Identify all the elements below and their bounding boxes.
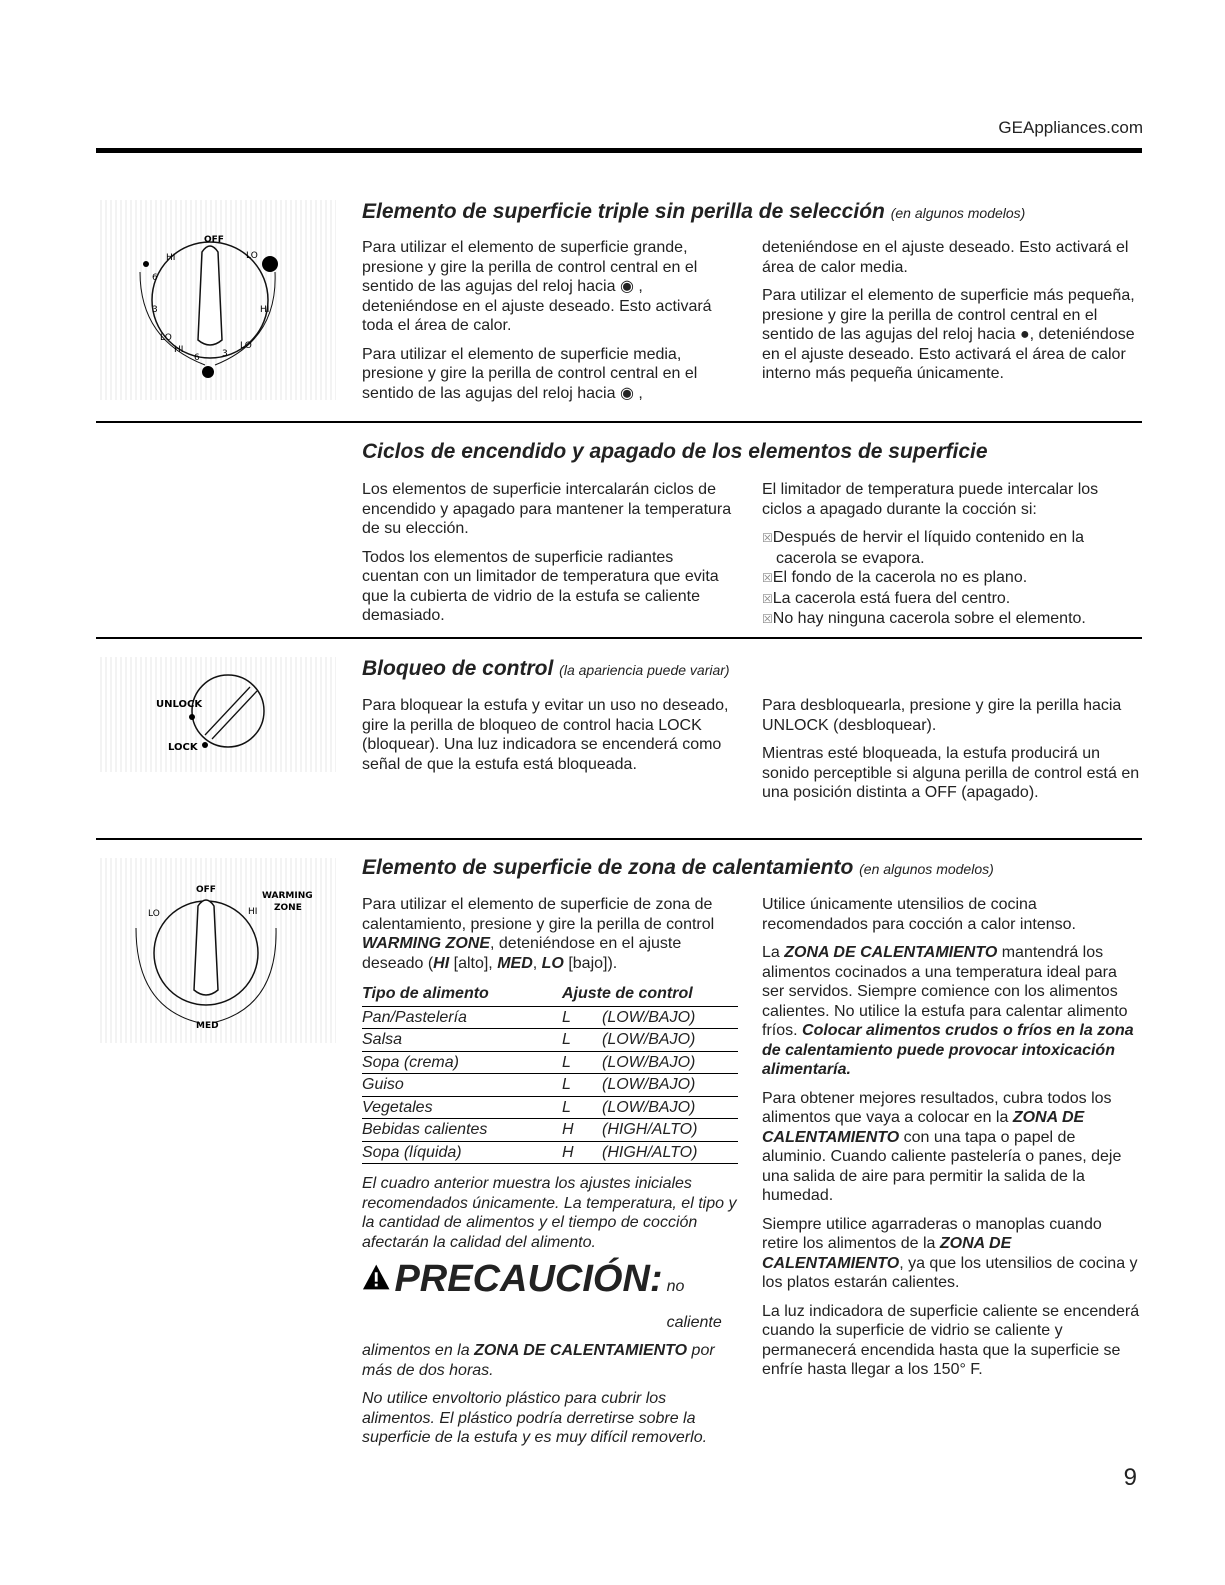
lock-right-column bbox=[762, 696, 1142, 812]
setting-label-cell: (LOW/BAJO) bbox=[602, 1051, 738, 1074]
triple-knob-icon bbox=[100, 200, 336, 400]
lock-left-column bbox=[362, 696, 734, 783]
warming-right-column bbox=[762, 895, 1142, 1389]
knob-med-label: MED bbox=[196, 1021, 219, 1031]
knob-label: LO bbox=[240, 341, 252, 351]
caution-body: alimentos en la ZONA DE CALENTAMIENTO por más de dos horas. bbox=[362, 1342, 715, 1379]
knob-lo-label: LO bbox=[148, 909, 160, 919]
site-url: GEAppliances.com bbox=[998, 118, 1143, 137]
list-item: ☒ La cacerola está fuera del centro. bbox=[762, 589, 1142, 610]
food-type-cell: Bebidas calientes bbox=[362, 1119, 562, 1142]
setting-label-cell: (LOW/BAJO) bbox=[602, 1006, 738, 1029]
setting-label-cell: (LOW/BAJO) bbox=[602, 1029, 738, 1052]
section-title-lock bbox=[362, 657, 730, 681]
food-type-cell: Salsa bbox=[362, 1029, 562, 1052]
food-table-body bbox=[362, 1006, 738, 1164]
title-text: Bloqueo de control bbox=[362, 657, 554, 680]
title-text: Elemento de superficie de zona de calentamiento bbox=[362, 856, 854, 879]
paragraph: Para utilizar el elemento de superficie más pequeña, presione y gire la perilla de control central en el sentido de las agujas del reloj hacia ●, deteniéndose en el ajuste deseado. Esto activará el área de calor interno más pequeña únicamente. bbox=[762, 287, 1135, 382]
warming-knob-illustration bbox=[100, 858, 336, 1043]
section-divider bbox=[96, 421, 1142, 423]
section-divider bbox=[96, 838, 1142, 840]
list-item: ☒ El fondo de la cacerola no es plano. bbox=[762, 568, 1142, 589]
table-row bbox=[362, 1029, 738, 1052]
section-title-triple bbox=[362, 200, 1025, 224]
table-row bbox=[362, 1006, 738, 1029]
food-type-cell: Sopa (crema) bbox=[362, 1051, 562, 1074]
paragraph: Para bloquear la estufa y evitar un uso no deseado, gire la perilla de bloqueo de control hacia LOCK (bloquear). Una luz indicadora se encenderá como señal de que la estufa está bloqueada. bbox=[362, 697, 729, 773]
cycles-right-column bbox=[762, 480, 1142, 630]
title-note: (en algunos modelos) bbox=[859, 861, 994, 877]
paragraph: Para obtener mejores resultados, cubra todos los alimentos que vaya a colocar en la ZONA DE CALENTAMIENTO con una tapa o papel de aluminio. Cuando caliente pastelería o panes, deje una salida de aire para permitir la salida de la humedad. bbox=[762, 1089, 1122, 1204]
setting-label-cell: (LOW/BAJO) bbox=[602, 1096, 738, 1119]
paragraph: Todos los elementos de superficie radiantes cuentan con un limitador de temperatura que evita que la cubierta de vidrio de la estufa se caliente demasiado. bbox=[362, 548, 719, 624]
knob-label: LO bbox=[246, 251, 258, 261]
lock-knob-icon bbox=[100, 657, 336, 772]
knob-label: 6 bbox=[194, 353, 200, 363]
knob-label: 3 bbox=[152, 305, 158, 315]
food-settings-table bbox=[362, 982, 738, 1164]
knob-warming-label: WARMING bbox=[262, 891, 313, 901]
setting-letter-cell: L bbox=[562, 1006, 602, 1029]
plastic-warning: No utilice envoltorio plástico para cubrir los alimentos. El plástico podría derretirse sobre la superficie de la estufa y es muy difícil removerlo. bbox=[362, 1390, 708, 1446]
triple-right-column bbox=[762, 238, 1142, 393]
paragraph: Los elementos de superficie intercalarán ciclos de encendido y apagado para mantener la temperatura de su elección. bbox=[362, 481, 732, 537]
list-item: ☒ No hay ninguna cacerola sobre el elemento. bbox=[762, 609, 1142, 630]
warning-triangle-icon bbox=[362, 1263, 390, 1291]
setting-label-cell: (HIGH/ALTO) bbox=[602, 1119, 738, 1142]
knob-label: 6 bbox=[152, 273, 158, 283]
header-rule bbox=[96, 148, 1142, 153]
warming-intro: Para utilizar el elemento de superficie de zona de calentamiento, presione y gire la perilla de control WARMING ZONE, deteniéndose en el ajuste deseado (HI [alto], MED, LO [bajo]). bbox=[362, 896, 715, 972]
warming-left-column bbox=[362, 895, 740, 1457]
table-header: Tipo de alimento bbox=[362, 982, 562, 1006]
paragraph: Para desbloquearla, presione y gire la perilla hacia UNLOCK (desbloquear). bbox=[762, 697, 1122, 734]
setting-label-cell: (HIGH/ALTO) bbox=[602, 1141, 738, 1164]
paragraph: La luz indicadora de superficie caliente se encenderá cuando la superficie de vidrio se caliente y permanecerá encendida hasta que la superficie se enfríe hasta llegar a los 150° F. bbox=[762, 1302, 1140, 1378]
knob-label: HI bbox=[174, 345, 184, 355]
caution-word: PRECAUCIÓN: bbox=[394, 1258, 663, 1300]
table-row bbox=[362, 1051, 738, 1074]
knob-label: HI bbox=[166, 253, 176, 263]
section-divider bbox=[96, 637, 1142, 639]
triple-knob-illustration bbox=[100, 200, 336, 400]
food-type-cell: Sopa (líquida) bbox=[362, 1141, 562, 1164]
setting-letter-cell: L bbox=[562, 1074, 602, 1097]
unlock-label: UNLOCK bbox=[156, 699, 203, 710]
table-note: El cuadro anterior muestra los ajustes iniciales recomendados únicamente. La temperatura, el tipo y la cantidad de alimentos y el tiempo de cocción afectarán la calidad del alimento. bbox=[362, 1175, 737, 1251]
paragraph: El limitador de temperatura puede intercalar los ciclos a apagado durante la cocción si: bbox=[762, 481, 1099, 518]
setting-letter-cell: H bbox=[562, 1141, 602, 1164]
food-type-cell: Pan/Pastelería bbox=[362, 1006, 562, 1029]
setting-letter-cell: L bbox=[562, 1096, 602, 1119]
caution-text: no caliente bbox=[666, 1278, 722, 1331]
knob-off-label: OFF bbox=[204, 235, 224, 245]
paragraph: Para utilizar el elemento de superficie grande, presione y gire la perilla de control central en el sentido de las agujas del reloj hacia ◉ , deteniéndose en el ajuste deseado. Esto activará toda el área de calor. bbox=[362, 239, 712, 334]
list-item: ☒ Después de hervir el líquido contenido en la cacerola se evapora. bbox=[762, 528, 1142, 568]
caution-heading bbox=[362, 1258, 740, 1341]
paragraph: La ZONA DE CALENTAMIENTO mantendrá los alimentos cocinados a una temperatura ideal para ser servidos. Siempre comience con los alimentos calientes. No utilice la estufa para calentar alimento fríos. Colocar alimentos crudos o fríos en la zona de calentamiento puede provocar intoxicación alimentaría. bbox=[762, 944, 1134, 1078]
section-title-cycles: Ciclos de encendido y apagado de los elementos de superficie bbox=[362, 440, 988, 463]
table-row bbox=[362, 1141, 738, 1164]
warming-knob-icon bbox=[100, 858, 336, 1043]
setting-letter-cell: L bbox=[562, 1029, 602, 1052]
paragraph: Mientras esté bloqueada, la estufa producirá un sonido perceptible si alguna perilla de control está en una posición distinta a OFF (apagado). bbox=[762, 745, 1140, 801]
food-type-cell: Vegetales bbox=[362, 1096, 562, 1119]
table-row bbox=[362, 1119, 738, 1142]
knob-off-label: OFF bbox=[196, 885, 216, 895]
paragraph: Siempre utilice agarraderas o manoplas cuando retire los alimentos de la ZONA DE CALENTAMIENTO, ya que los utensilios de cocina y los platos estarán calientes. bbox=[762, 1215, 1138, 1291]
title-note: (la apariencia puede variar) bbox=[559, 662, 730, 678]
knob-hi-label: HI bbox=[248, 907, 258, 917]
triple-left-column bbox=[362, 238, 734, 412]
setting-letter-cell: L bbox=[562, 1051, 602, 1074]
knob-label: 3 bbox=[222, 349, 228, 359]
cycles-bullet-list bbox=[762, 528, 1142, 630]
title-text: Elemento de superficie triple sin perilla de selección bbox=[362, 200, 885, 223]
title-note: (en algunos modelos) bbox=[890, 205, 1026, 221]
paragraph: Utilice únicamente utensilios de cocina recomendados para cocción a calor intenso. bbox=[762, 896, 1076, 933]
page-number: 9 bbox=[1123, 1464, 1137, 1491]
knob-label: HI bbox=[260, 305, 270, 315]
paragraph: Para utilizar el elemento de superficie media, presione y gire la perilla de control central en el sentido de las agujas del reloj hacia ◉ , bbox=[362, 345, 698, 402]
knob-label: LO bbox=[160, 333, 172, 343]
knob-zone-label: ZONE bbox=[274, 903, 302, 913]
section-title-warming bbox=[362, 856, 994, 880]
cycles-left-column bbox=[362, 480, 734, 635]
lock-label: LOCK bbox=[168, 742, 198, 753]
table-row bbox=[362, 1096, 738, 1119]
setting-letter-cell: H bbox=[562, 1119, 602, 1142]
setting-label-cell: (LOW/BAJO) bbox=[602, 1074, 738, 1097]
lock-knob-illustration bbox=[100, 657, 336, 772]
table-header: Ajuste de control bbox=[562, 982, 738, 1006]
table-row bbox=[362, 1074, 738, 1097]
food-type-cell: Guiso bbox=[362, 1074, 562, 1097]
paragraph: deteniéndose en el ajuste deseado. Esto activará el área de calor media. bbox=[762, 239, 1129, 276]
